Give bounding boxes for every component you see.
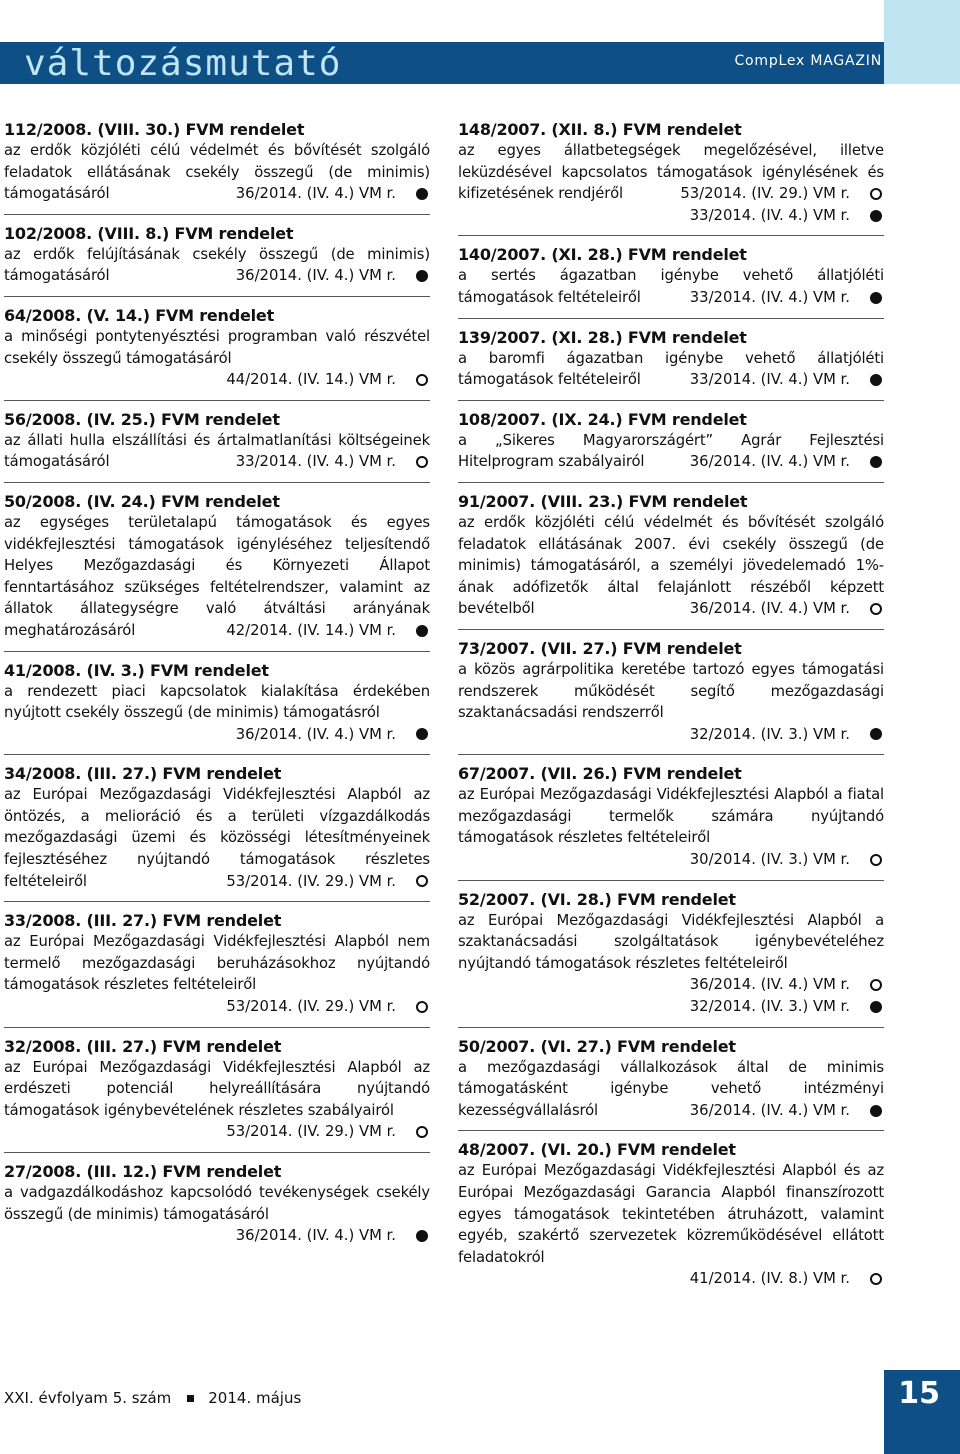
regulation-description: a sertés ágazatban igénybe vehető állatjóléti támogatások feltételeiről — [458, 267, 884, 306]
magazine-name: CompLex MAGAZIN — [734, 53, 882, 69]
amendment-reference — [4, 1225, 430, 1247]
amendment-text: 36/2014. (IV. 4.) VM r. — [235, 267, 396, 285]
regulation-entry — [4, 306, 430, 401]
filled-circle-icon — [416, 728, 428, 740]
amendment-reference — [4, 724, 430, 746]
regulation-entry — [4, 492, 430, 652]
regulation-entry — [4, 661, 430, 756]
amendment-text: 36/2014. (IV. 4.) VM r. — [689, 600, 850, 618]
filled-circle-icon — [416, 188, 428, 200]
footer-separator-icon — [187, 1395, 194, 1402]
regulation-entry — [458, 120, 884, 236]
regulation-title: 139/2007. (XI. 28.) FVM rendelet — [458, 327, 747, 347]
regulation-description: az egységes területalapú támogatások és egyes vidékfejlesztési támogatások igényléséhez teljesítendő Helyes Mezőgazdasági és Környezeti Állapot fenntartásához szükséges feltételrendszer, valamint az állatok állategységre való átváltási arányának meghatározásáról — [4, 513, 430, 639]
regulation-entry — [458, 890, 884, 1028]
amendment-text: 53/2014. (IV. 29.) VM r. — [226, 872, 396, 890]
footer — [4, 1389, 301, 1407]
regulation-description: a minőségi pontytenyésztési programban való részvétel csekély összegű támogatásáról — [4, 327, 430, 367]
regulation-description: az Európai Mezőgazdasági Vidékfejlesztési Alapból és az Európai Mezőgazdasági Garancia Alapból finanszírozott egyes támogatások tekintetében átruházott, valamint egyéb, szakértő szervezetek közreműködésével ellátott feladatokról — [458, 1162, 884, 1266]
regulation-entry — [4, 410, 430, 483]
regulation-title: 148/2007. (XII. 8.) FVM rendelet — [458, 120, 742, 139]
regulation-description: a vadgazdálkodáshoz kapcsolódó tevékenységek csekély összegű (de minimis) támogatásáról — [4, 1184, 430, 1223]
regulation-title: 67/2007. (VII. 26.) FVM rendelet — [458, 764, 742, 784]
amendment-text: 41/2014. (IV. 8.) VM r. — [689, 1270, 850, 1288]
regulation-description: az erdők felújításának csekély összegű (de minimis) támogatásáról — [4, 245, 430, 285]
regulation-description: az állati hulla elszállítási és ártalmatlanítási költségeinek támogatásáról — [4, 431, 430, 471]
amendment-reference — [4, 1121, 430, 1143]
amendment-reference — [458, 724, 884, 746]
regulation-title: 50/2008. (IV. 24.) FVM rendelet — [4, 491, 280, 511]
amendment-text: 30/2014. (IV. 3.) VM r. — [689, 851, 850, 869]
regulation-description: az erdők közjóléti célú védelmét és bővítését szolgáló feladatok ellátásának 2007. évi csekély összegű (de minimis) támogatásáról, a személyi jövedelemadó 1%-ának adófizetők által felajánlott részéből képzett bevételből — [458, 513, 884, 618]
regulation-entry — [458, 1140, 884, 1299]
regulation-description: a baromfi ágazatban igénybe vehető állatjóléti támogatások feltételeiről — [458, 349, 884, 389]
amendment-reference — [4, 996, 430, 1018]
amendment-text: 53/2014. (IV. 29.) VM r. — [680, 185, 850, 203]
amendment-text: 36/2014. (IV. 4.) VM r. — [689, 1101, 850, 1119]
amendment-reference — [458, 849, 884, 871]
regulation-title: 27/2008. (III. 12.) FVM rendelet — [4, 1162, 282, 1181]
empty-circle-icon — [870, 854, 882, 866]
amendment-text: 33/2014. (IV. 4.) VM r. — [689, 206, 850, 224]
regulation-title: 56/2008. (IV. 25.) FVM rendelet — [4, 409, 280, 429]
amendment-reference — [458, 205, 884, 227]
regulation-entry — [4, 1162, 430, 1256]
regulation-description: az Európai Mezőgazdasági Vidékfejlesztési Alapból a fiatal mezőgazdasági termelők számára nyújtandó támogatások részletes feltételeiről — [458, 786, 884, 847]
amendment-text: 36/2014. (IV. 4.) VM r. — [235, 185, 396, 203]
regulation-description: az erdők közjóléti célú védelmét és bővítését szolgáló feladatok ellátásának csekély összegű (de minimis) támogatásáról — [4, 142, 430, 203]
amendment-text: 53/2014. (IV. 29.) VM r. — [226, 998, 396, 1016]
regulation-entry — [4, 1037, 430, 1153]
empty-circle-icon — [416, 1001, 428, 1013]
filled-circle-icon — [870, 210, 882, 222]
regulation-description: a mezőgazdasági vállalkozások által de minimis támogatásként igénybe vehető intézményi kezességvállalásról — [458, 1058, 884, 1119]
regulation-title: 112/2008. (VIII. 30.) FVM rendelet — [4, 120, 305, 139]
filled-circle-icon — [870, 1105, 882, 1117]
amendment-text: 33/2014. (IV. 4.) VM r. — [689, 288, 850, 306]
filled-circle-icon — [870, 456, 882, 468]
amendment-text: 32/2014. (IV. 3.) VM r. — [689, 998, 850, 1016]
amendment-text: 53/2014. (IV. 29.) VM r. — [226, 1123, 396, 1141]
regulation-title: 108/2007. (IX. 24.) FVM rendelet — [458, 409, 747, 429]
regulation-entry — [458, 764, 884, 880]
regulation-entry — [458, 1037, 884, 1132]
empty-circle-icon — [416, 1126, 428, 1138]
amendment-reference — [458, 996, 884, 1018]
regulation-description: a közös agrárpolitika keretébe tartozó egyes támogatási rendszerek működését segítő mezőgazdasági szaktanácsadási rendszerről — [458, 660, 884, 722]
filled-circle-icon — [416, 625, 428, 637]
empty-circle-icon — [416, 875, 428, 887]
filled-circle-icon — [416, 270, 428, 282]
amendment-reference — [458, 974, 884, 996]
regulation-title: 34/2008. (III. 27.) FVM rendelet — [4, 764, 282, 784]
regulation-entry — [4, 224, 430, 297]
page-number-box — [884, 1370, 960, 1454]
regulation-title: 64/2008. (V. 14.) FVM rendelet — [4, 305, 275, 325]
right-column — [458, 120, 884, 1308]
regulation-entry — [4, 120, 430, 215]
empty-circle-icon — [870, 188, 882, 200]
amendment-text: 33/2014. (IV. 4.) VM r. — [235, 453, 396, 471]
regulation-entry — [458, 328, 884, 401]
left-column — [4, 120, 430, 1265]
corner-accent — [884, 0, 960, 84]
empty-circle-icon — [870, 979, 882, 991]
amendment-text: 33/2014. (IV. 4.) VM r. — [689, 371, 850, 389]
amendment-text: 44/2014. (IV. 14.) VM r. — [226, 371, 396, 389]
regulation-description: az Európai Mezőgazdasági Vidékfejlesztési Alapból nem termelő mezőgazdasági beruházásokhoz nyújtandó támogatások részletes feltételeiről — [4, 933, 430, 994]
regulation-title: 52/2007. (VI. 28.) FVM rendelet — [458, 889, 736, 909]
regulation-entry — [4, 764, 430, 902]
regulation-entry — [458, 245, 884, 318]
empty-circle-icon — [416, 374, 428, 386]
regulation-title: 48/2007. (VI. 20.) FVM rendelet — [458, 1140, 736, 1160]
regulation-description: az egyes állatbetegségek megelőzésével, illetve leküzdésével kapcsolatos támogatások igénylésének és kifizetésének rendjéről — [458, 142, 884, 203]
empty-circle-icon — [870, 603, 882, 615]
amendment-text: 42/2014. (IV. 14.) VM r. — [226, 621, 396, 639]
amendment-text: 36/2014. (IV. 4.) VM r. — [235, 725, 396, 743]
amendment-text: 36/2014. (IV. 4.) VM r. — [235, 1227, 396, 1245]
footer-volume: XXI. évfolyam 5. szám — [4, 1389, 172, 1407]
section-title: változásmutató — [24, 43, 342, 84]
empty-circle-icon — [416, 456, 428, 468]
footer-date: 2014. május — [208, 1389, 302, 1407]
amendment-text: 32/2014. (IV. 3.) VM r. — [689, 725, 850, 743]
amendment-text: 36/2014. (IV. 4.) VM r. — [689, 453, 850, 471]
amendment-reference — [4, 369, 430, 391]
regulation-title: 73/2007. (VII. 27.) FVM rendelet — [458, 638, 742, 658]
regulation-entry — [4, 911, 430, 1027]
filled-circle-icon — [416, 1230, 428, 1242]
regulation-entry — [458, 492, 884, 630]
regulation-title: 33/2008. (III. 27.) FVM rendelet — [4, 911, 282, 931]
filled-circle-icon — [870, 1001, 882, 1013]
regulation-title: 140/2007. (XI. 28.) FVM rendelet — [458, 245, 747, 265]
amendment-reference — [458, 1268, 884, 1290]
regulation-title: 41/2008. (IV. 3.) FVM rendelet — [4, 660, 269, 680]
regulation-description: az Európai Mezőgazdasági Vidékfejlesztési Alapból az öntözés, a melioráció és a területi vízgazdálkodás mezőgazdasági üzemi és közösségi létesítményeinek fejlesztéséhez nyújtandó támogatások részletes feltételeiről — [4, 786, 430, 890]
regulation-description: a rendezett piaci kapcsolatok kialakítása érdekében nyújtott csekély összegű (de minimis) támogatásról — [4, 682, 430, 722]
empty-circle-icon — [870, 1273, 882, 1285]
filled-circle-icon — [870, 292, 882, 304]
regulation-entry — [458, 639, 884, 755]
regulation-entry — [458, 410, 884, 483]
filled-circle-icon — [870, 374, 882, 386]
regulation-description: a „Sikeres Magyarországért” Agrár Fejlesztési Hitelprogram szabályairól — [458, 431, 884, 471]
regulation-title: 91/2007. (VIII. 23.) FVM rendelet — [458, 491, 748, 511]
filled-circle-icon — [870, 728, 882, 740]
amendment-text: 36/2014. (IV. 4.) VM r. — [689, 976, 850, 994]
regulation-title: 32/2008. (III. 27.) FVM rendelet — [4, 1036, 282, 1056]
regulation-title: 50/2007. (VI. 27.) FVM rendelet — [458, 1036, 736, 1056]
regulation-description: az Európai Mezőgazdasági Vidékfejlesztési Alapból az erdészeti potenciál helyreállítására nyújtandó támogatások igénybevételének részletes szabályairól — [4, 1058, 430, 1119]
section-header-bar — [0, 42, 884, 84]
regulation-title: 102/2008. (VIII. 8.) FVM rendelet — [4, 223, 294, 243]
page-number: 15 — [898, 1376, 940, 1411]
regulation-description: az Európai Mezőgazdasági Vidékfejlesztési Alapból a szaktanácsadási szolgáltatások igénybevételéhez nyújtandó támogatások részletes feltételeiről — [458, 911, 884, 972]
